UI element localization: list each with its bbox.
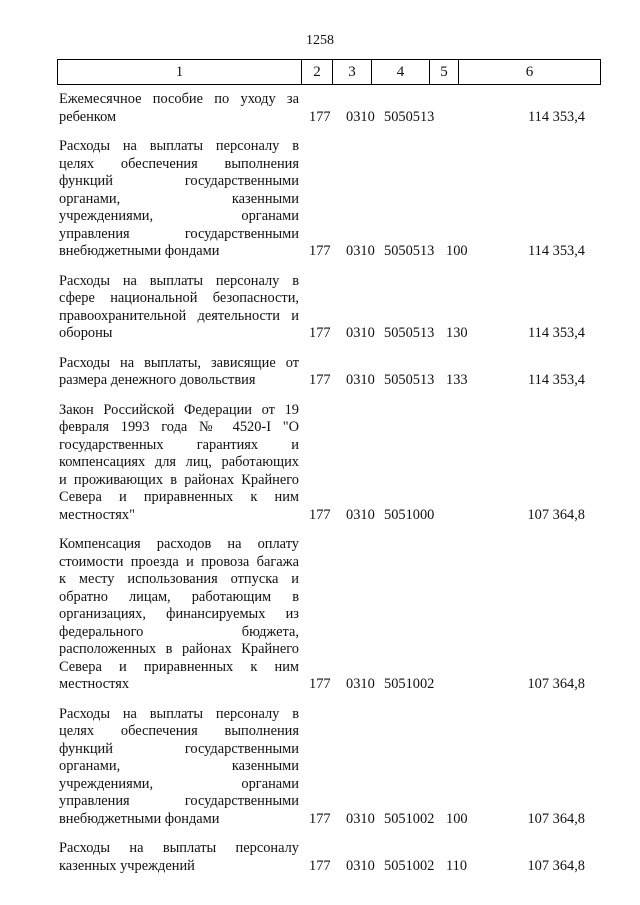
description-line: Расходы на выплаты персоналу в — [59, 272, 299, 289]
description-line: казенных учреждений — [59, 857, 195, 874]
column-header-table — [57, 59, 601, 85]
row-description — [59, 355, 299, 390]
description-line: Севера и приравненных к ним — [59, 489, 299, 505]
cell-c6: 114 353,4 — [527, 325, 585, 341]
cell-c6: 114 353,4 — [527, 372, 585, 388]
cell-c4: 5050513 — [384, 108, 435, 125]
cell-c5: 110 — [446, 857, 468, 874]
description-line: внебюджетными фондами — [59, 810, 220, 827]
cell-c2: 177 — [309, 372, 331, 388]
description-line: размера денежного довольствия — [59, 372, 256, 388]
description-line: Севера и приравненных к ним — [59, 658, 299, 675]
description-line: целях обеспечения выполнения — [59, 723, 299, 739]
description-line: учреждениями, органами — [59, 775, 299, 792]
description-line: государственных гарантиях и — [59, 436, 299, 453]
table-row — [0, 138, 640, 261]
description-line: федерального бюджета, — [59, 623, 299, 640]
cell-c6: 114 353,4 — [527, 243, 585, 259]
description-line: сфере национальной безопасности, — [59, 290, 299, 306]
cell-c4: 5051000 — [384, 506, 435, 523]
description-line: целях обеспечения выполнения — [59, 155, 299, 172]
description-line: органами, казенными — [59, 190, 299, 207]
description-line: функций государственными — [59, 173, 299, 189]
description-line: и проживающих в районах Крайнего — [59, 471, 299, 488]
table-row — [0, 706, 640, 829]
column-header-6: 6 — [459, 60, 601, 85]
cell-c3: 0310 — [346, 810, 375, 827]
cell-c4: 5051002 — [384, 857, 435, 874]
cell-c4: 5051002 — [384, 676, 435, 692]
description-line: Ежемесячное пособие по уходу за — [59, 91, 299, 107]
cell-c2: 177 — [309, 243, 331, 259]
description-line: стоимости проезда и провоза багажа — [59, 553, 299, 570]
page-number: 1258 — [306, 33, 334, 48]
description-line: компенсациях для лиц, работающих — [59, 454, 299, 470]
description-line: организациях, финансируемых из — [59, 606, 299, 622]
description-line: февраля 1993 года № 4520-I "О — [59, 419, 299, 435]
column-header-3: 3 — [333, 60, 372, 85]
table-row — [0, 273, 640, 343]
table-row — [0, 355, 640, 390]
column-header-row — [58, 60, 601, 85]
budget-rows — [0, 91, 640, 887]
description-line: внебюджетными фондами — [59, 243, 220, 259]
row-description — [59, 706, 299, 829]
row-description — [59, 536, 299, 694]
row-description — [59, 91, 299, 126]
cell-c2: 177 — [309, 676, 331, 692]
description-line: местностях" — [59, 506, 135, 523]
cell-c4: 5051002 — [384, 810, 435, 827]
cell-c2: 177 — [309, 108, 331, 125]
cell-c4: 5050513 — [384, 372, 435, 388]
column-header-4: 4 — [372, 60, 430, 85]
column-header-1: 1 — [58, 60, 302, 85]
table-row — [0, 402, 640, 525]
cell-c3: 0310 — [346, 372, 375, 388]
table-row — [0, 536, 640, 694]
row-description — [59, 138, 299, 261]
description-line: Закон Российской Федерации от 19 — [59, 401, 299, 418]
cell-c4: 5050513 — [384, 243, 435, 259]
cell-c5: 130 — [446, 325, 468, 341]
description-line: управления государственными — [59, 225, 299, 242]
cell-c6: 107 364,8 — [527, 810, 585, 827]
cell-c3: 0310 — [346, 325, 375, 341]
description-line: учреждениями, органами — [59, 208, 299, 224]
cell-c5: 100 — [446, 810, 468, 827]
description-line: расположенных в районах Крайнего — [59, 641, 299, 657]
row-description — [59, 840, 299, 875]
description-line: органами, казенными — [59, 758, 299, 774]
description-line: Расходы на выплаты персоналу в — [59, 705, 299, 722]
cell-c2: 177 — [309, 810, 331, 827]
cell-c3: 0310 — [346, 108, 375, 125]
cell-c2: 177 — [309, 857, 331, 874]
column-header-5: 5 — [430, 60, 459, 85]
description-line: местностях — [59, 676, 130, 692]
cell-c5: 133 — [446, 372, 468, 388]
description-line: Расходы на выплаты персоналу — [59, 840, 299, 856]
cell-c4: 5050513 — [384, 325, 435, 341]
cell-c3: 0310 — [346, 243, 375, 259]
cell-c3: 0310 — [346, 506, 375, 523]
description-line: обратно лицам, работающим в — [59, 588, 299, 605]
table-row — [0, 840, 640, 875]
cell-c6: 107 364,8 — [527, 857, 585, 874]
cell-c6: 107 364,8 — [527, 676, 585, 692]
cell-c3: 0310 — [346, 857, 375, 874]
cell-c6: 107 364,8 — [527, 506, 585, 523]
description-line: к месту использования отпуска и — [59, 571, 299, 587]
description-line: обороны — [59, 325, 113, 341]
description-line: Расходы на выплаты, зависящие от — [59, 354, 299, 371]
row-description — [59, 273, 299, 343]
description-line: правоохранительной деятельности и — [59, 307, 299, 324]
row-description — [59, 402, 299, 525]
cell-c2: 177 — [309, 325, 331, 341]
description-line: Компенсация расходов на оплату — [59, 536, 299, 552]
cell-c6: 114 353,4 — [527, 108, 585, 125]
cell-c5: 100 — [446, 243, 468, 259]
description-line: управления государственными — [59, 793, 299, 809]
cell-c2: 177 — [309, 506, 331, 523]
cell-c3: 0310 — [346, 676, 375, 692]
description-line: ребенком — [59, 108, 117, 125]
description-line: Расходы на выплаты персоналу в — [59, 138, 299, 154]
description-line: функций государственными — [59, 740, 299, 757]
table-row — [0, 91, 640, 126]
column-header-2: 2 — [302, 60, 333, 85]
